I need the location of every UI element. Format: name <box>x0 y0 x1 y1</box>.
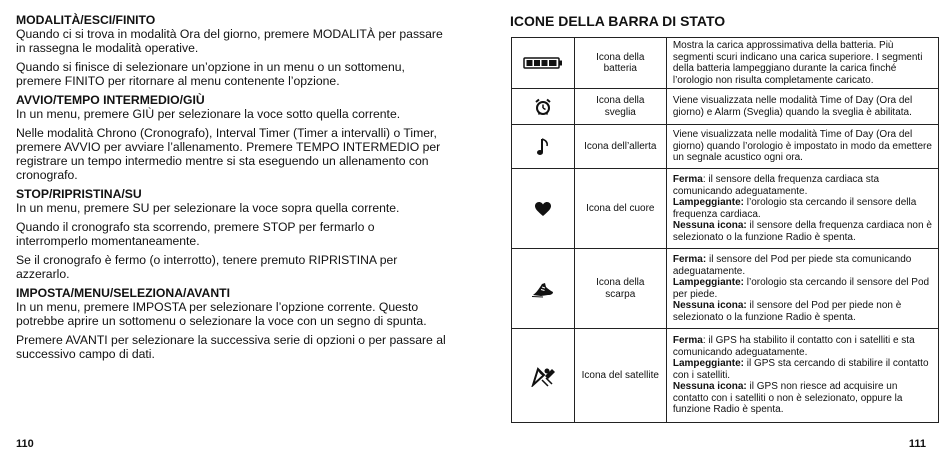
table-row <box>512 125 939 169</box>
section-stop <box>16 187 446 281</box>
battery-icon <box>523 57 563 69</box>
status-text: l’orologio sta cercando il sensore del Pod per piede. <box>672 277 930 300</box>
paragraph: Se il cronografo è fermo (o interrotto), tenere premuto RIPRISTINA per azzerarlo. <box>16 253 398 281</box>
icon-cell <box>512 249 575 329</box>
table-row <box>512 89 939 125</box>
status-text: il GPS sta cercando di stabilire il contatto con i satelliti. <box>672 358 929 381</box>
status-label: Ferma <box>672 335 703 347</box>
icon-description <box>666 329 938 423</box>
status-text: l’orologio sta cercando il sensore della frequenza cardiaca. <box>672 197 917 220</box>
table-row <box>512 38 939 89</box>
icon-name: Icona del cuore <box>574 169 666 249</box>
status-text: il sensore del Pod per piede sta comunicando adeguatamente. <box>672 254 912 277</box>
paragraph: Premere AVANTI per selezionare la successiva serie di opzioni o per passare al successivo campo di dati. <box>16 333 446 361</box>
table-row <box>512 249 939 329</box>
icon-description <box>666 38 938 89</box>
section-imposta <box>16 286 446 361</box>
music-note-icon <box>536 137 550 157</box>
icon-description <box>666 125 938 169</box>
heart-icon <box>534 201 552 217</box>
status-label: Lampeggiante: <box>672 197 744 208</box>
icon-description <box>666 249 938 329</box>
status-label: Ferma: <box>672 254 707 265</box>
icon-cell <box>512 125 575 169</box>
shoe-icon <box>531 280 555 298</box>
status-icons-table <box>511 37 939 423</box>
status-label: Nessuna icona: <box>672 220 747 231</box>
section-heading: STOP/RIPRISTINA/SU <box>16 187 142 201</box>
icon-description <box>666 89 938 125</box>
status-label: Nessuna icona: <box>672 381 747 393</box>
icon-name: Icona dell’allerta <box>574 125 666 169</box>
paragraph: In un menu, premere SU per selezionare la voce sopra quella corrente. <box>16 201 400 215</box>
table-row <box>512 329 939 423</box>
status-label: Lampeggiante: <box>672 358 744 370</box>
status-label: Ferma <box>672 174 703 185</box>
icon-name: Icona della scarpa <box>574 249 666 329</box>
icon-cell <box>512 169 575 249</box>
page-number-right: 111 <box>908 438 926 450</box>
page-number-left: 110 <box>16 438 34 450</box>
section-heading: IMPOSTA/MENU/SELEZIONA/AVANTI <box>16 286 230 300</box>
icon-name: Icona della batteria <box>574 38 666 89</box>
paragraph: In un menu, premere GIÙ per selezionare la voce sotto quella corrente. <box>16 107 401 121</box>
status-text: : il GPS ha stabilito il contatto con i satelliti e sta comunicando adeguatamente. <box>672 335 915 358</box>
section-modalita <box>16 13 446 88</box>
left-page-content <box>16 13 446 366</box>
section-heading: AVVIO/TEMPO INTERMEDIO/GIÙ <box>16 93 205 107</box>
icon-name: Icona del satellite <box>574 329 666 423</box>
section-heading: MODALITÀ/ESCI/FINITO <box>16 13 156 27</box>
status-text: il sensore del Pod per piede non è selezionato o la funzione Radio è spenta. <box>672 300 902 323</box>
left-page <box>16 0 446 452</box>
description-text: Viene visualizzata nelle modalità Time of Day (Ora del giorno) e Alarm (Sveglia) quando la sveglia è abilitata. <box>672 95 913 118</box>
satellite-icon <box>530 365 556 387</box>
description-text: Viene visualizzata nelle modalità Time of Day (Ora del giorno) quando l’orologio è impostato in modo da emettere un segnale acustico ogni ora. <box>672 129 932 164</box>
status-text: il GPS non riesce ad acquisire un contatto con i satelliti o non è selezionato, oppure la funzione Radio è spenta. <box>672 381 903 416</box>
status-text: il sensore della frequenza cardiaca non è selezionato o la funzione Radio è spenta. <box>672 220 932 243</box>
icon-cell <box>512 38 575 89</box>
table-row <box>512 169 939 249</box>
right-page <box>510 0 940 452</box>
paragraph: Nelle modalità Chrono (Cronografo), Interval Timer (Timer a intervalli) o Timer, premere AVVIO per avviare l’allenamento. Premere TEMPO INTERMEDIO per registrare un tempo intermedio mentre si sta eseguendo un allenamento con cronografo. <box>16 126 441 182</box>
icon-cell <box>512 329 575 423</box>
page-title: ICONE DELLA BARRA DI STATO <box>510 13 726 29</box>
paragraph: In un menu, premere IMPOSTA per selezionare l’opzione corrente. Questo potrebbe aprire un sottomenu o selezionare la voce con un segno di spunta. <box>16 300 427 328</box>
status-label: Lampeggiante: <box>672 277 744 288</box>
paragraph: Quando si finisce di selezionare un’opzione in un menu o un sottomenu, premere FINITO per ritornare al menu contenente l’opzione. <box>16 60 405 88</box>
section-avvio <box>16 93 446 182</box>
paragraph: Quando il cronografo sta scorrendo, premere STOP per fermarlo o interromperlo momentaneamente. <box>16 220 375 248</box>
icon-description <box>666 169 938 249</box>
status-label: Nessuna icona: <box>672 300 747 311</box>
icon-name: Icona della sveglia <box>574 89 666 125</box>
icon-cell <box>512 89 575 125</box>
alarm-clock-icon <box>534 98 552 116</box>
paragraph: Quando ci si trova in modalità Ora del giorno, premere MODALITÀ per passare in rassegna le modalità operative. <box>16 27 443 55</box>
status-text: : il sensore della frequenza cardiaca sta comunicando adeguatamente. <box>672 174 880 197</box>
description-text: Mostra la carica approssimativa della batteria. Più segmenti scuri indicano una carica superiore. I segmenti della batteria lampeggiano durante la carica finché l’orologio non risulta completamente caricato. <box>672 40 923 86</box>
